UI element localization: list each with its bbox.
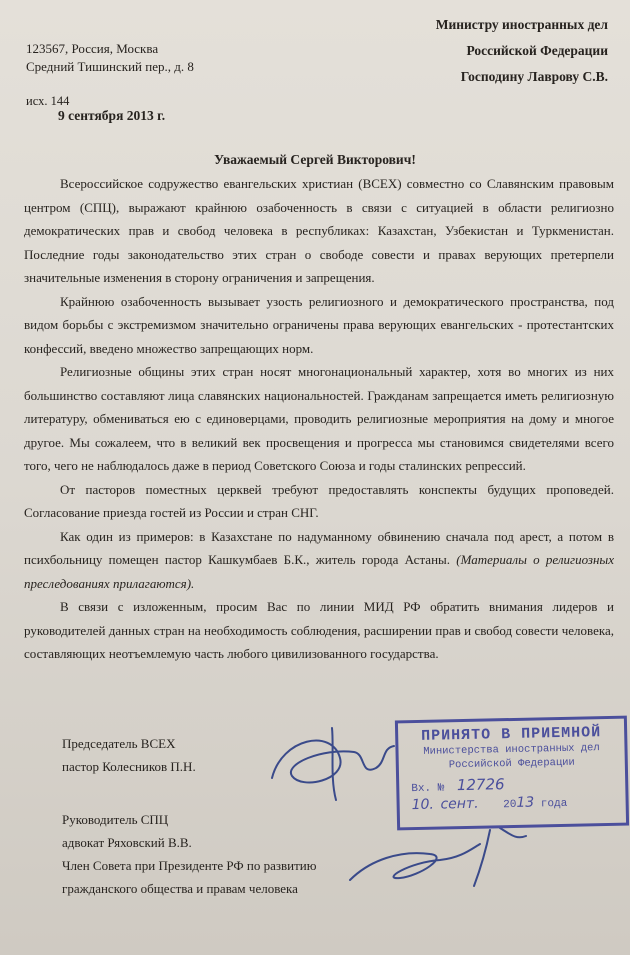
recipient-line: Господину Лаврову С.В.: [460, 69, 608, 84]
spc-signature-block: [62, 808, 316, 900]
chair-name: пастор Колесников П.Н.: [62, 759, 196, 774]
stamp-ministry: Министерства иностранных дел: [423, 742, 600, 758]
stamp-title: ПРИНЯТО В ПРИЕМНОЙ: [421, 724, 602, 745]
stamp-year-prefix: 20: [503, 798, 517, 812]
council-line: Член Совета при Президенте РФ по развитию: [62, 858, 317, 873]
outgoing-number: исх. 144: [26, 94, 70, 108]
paragraph-text: Как один из примеров: в Казахстане по надуманному обвинению сначала под арест, а потом в психбольницу помещен пастор Кашкумбаев Б.К., житель города Астаны.: [24, 528, 614, 567]
salutation: Уважаемый Сергей Викторович!: [214, 152, 416, 167]
stamp-date: [411, 793, 625, 813]
sender-address-line: Средний Тишинский пер., д. 8: [26, 59, 194, 74]
reception-stamp: [395, 716, 629, 831]
paragraph: Всероссийское содружество евангельских христиан (ВСЕХ) совместно со Славянским правовым центром (СПЦ), выражают крайнюю озабоченность в связи с ситуацией в области религиозно демократических прав и свобод человека в республиках: Казахстан, Узбекистан и Туркменистан. Последние годы законодательство этих стран о свободе совести и правах верующих претерпели значительные изменения в сторону ограничения и запрещения.: [24, 176, 614, 285]
spc-handwritten-signature: [340, 820, 540, 900]
sender-address: [26, 40, 194, 76]
stamp-country: Российской Федерации: [448, 756, 575, 772]
stamp-number-label: Вх. №: [411, 782, 445, 796]
recipient-line: Российской Федерации: [466, 43, 608, 58]
recipient-line: Министру иностранных дел: [435, 17, 608, 32]
paragraph: От пасторов поместных церквей требуют предоставлять конспекты будущих проповедей. Согласование приезда гостей из России и стран СНГ.: [24, 481, 614, 520]
paragraph: Крайнюю озабоченность вызывает узость религиозного и демократического пространства, под видом борьбы с экстремизмом значительно ограничены права верующих евангельских - протестантских конфессий, введено множество запрещающих норм.: [24, 293, 614, 356]
chair-signature-block: [62, 732, 196, 778]
council-line: гражданского общества и правам человека: [62, 881, 298, 896]
chair-title: Председатель ВСЕХ: [62, 736, 176, 751]
stamp-number-value: 12726: [456, 775, 505, 795]
spc-name: адвокат Ряховский В.В.: [62, 835, 192, 850]
spc-title: Руководитель СПЦ: [62, 812, 169, 827]
letter-date: 9 сентября 2013 г.: [58, 108, 166, 123]
paragraph: [24, 525, 614, 596]
attachment-note: (Материалы о религиозных преследованиях прилагаются).: [24, 552, 615, 591]
recipient-block: [436, 12, 608, 90]
letter-body: [24, 172, 614, 666]
sender-address-line: 123567, Россия, Москва: [26, 41, 159, 56]
paragraph: Религиозные общины этих стран носят многонациональный характер, хотя во многих из них большинство составляют лица славянских национальностей. Гражданам запрещается иметь религиозную литературу, обмениваться ею с единоверцами, проводить религиозные мероприятия на дому и многое другое. Мы сожалеем, что в великий век просвещения и прогресса мы становимся свидетелями всего того, чего не наблюдалось даже в период Советского Союза и годы сталинских репрессий.: [24, 364, 614, 473]
stamp-month: сент.: [440, 795, 479, 813]
stamp-date-suffix: года: [540, 797, 568, 811]
chair-handwritten-signature: [262, 718, 402, 808]
paragraph: В связи с изложенным, просим Вас по линии МИД РФ обратить внимания лидеров и руководителей данных стран на необходимость соблюдения, расширении прав и свобод совести человека, составляющих неотъемлемую часть любого цивилизованного государства.: [24, 599, 614, 661]
stamp-year: 13: [516, 794, 535, 811]
stamp-day: 10.: [411, 796, 435, 814]
stamp-incoming-number: [411, 773, 625, 795]
